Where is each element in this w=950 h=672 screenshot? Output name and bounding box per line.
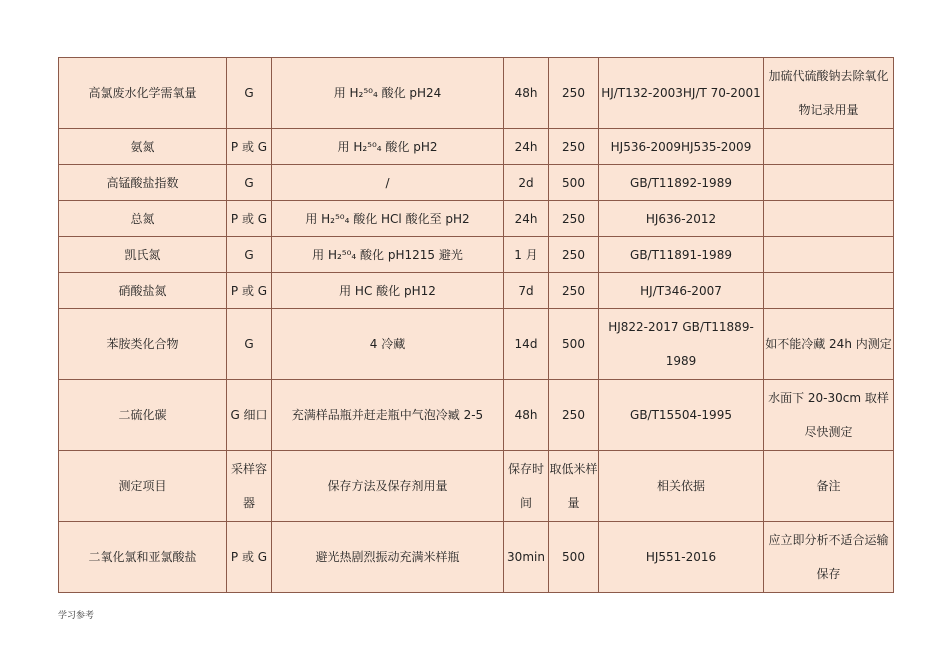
basis-cell: HJ/T132-2003HJ/T 70-2001 (599, 58, 764, 129)
sampling-table (58, 57, 894, 593)
note-cell (764, 237, 894, 273)
table-row (59, 309, 894, 380)
item-cell: 硝酸盐氮 (59, 273, 227, 309)
basis-header: 相关依据 (599, 451, 764, 522)
note-cell: 如不能冷藏 24h 内测定 (764, 309, 894, 380)
method-cell: 用 H₂⁵⁰₄ 酸化 HCl 酸化至 pH2 (272, 201, 504, 237)
container-cell: P 或 G (227, 273, 272, 309)
method-cell: 避光热剧烈振动充满米样瓶 (272, 522, 504, 593)
basis-cell: GB/T11892-1989 (599, 165, 764, 201)
table-row (59, 58, 894, 129)
time-cell: 48h (504, 58, 549, 129)
time-cell: 24h (504, 201, 549, 237)
time-cell: 48h (504, 380, 549, 451)
volume-cell: 250 (549, 129, 599, 165)
method-cell: 用 HC 酸化 pH12 (272, 273, 504, 309)
basis-cell: GB/T15504-1995 (599, 380, 764, 451)
footer-text: 学习参考 (58, 611, 95, 621)
time-header: 保存时间 (504, 451, 549, 522)
volume-cell: 500 (549, 165, 599, 201)
note-header: 备注 (764, 451, 894, 522)
volume-cell: 250 (549, 273, 599, 309)
time-cell: 1 月 (504, 237, 549, 273)
basis-cell: HJ536-2009HJ535-2009 (599, 129, 764, 165)
time-cell: 14d (504, 309, 549, 380)
container-cell: G (227, 58, 272, 129)
container-cell: P 或 G (227, 129, 272, 165)
item-cell: 凯氏氮 (59, 237, 227, 273)
item-cell: 总氮 (59, 201, 227, 237)
volume-cell: 250 (549, 237, 599, 273)
volume-cell: 250 (549, 58, 599, 129)
note-cell (764, 129, 894, 165)
method-cell: / (272, 165, 504, 201)
note-cell: 水面下 20-30cm 取样尽快测定 (764, 380, 894, 451)
note-cell: 加硫代硫酸钠去除氧化物记录用量 (764, 58, 894, 129)
container-cell: P 或 G (227, 522, 272, 593)
container-cell: G 细口 (227, 380, 272, 451)
item-cell: 氨氮 (59, 129, 227, 165)
basis-cell: HJ822-2017 GB/T11889-1989 (599, 309, 764, 380)
table-row (59, 273, 894, 309)
note-cell (764, 273, 894, 309)
volume-header: 取低米样量 (549, 451, 599, 522)
volume-cell: 250 (549, 380, 599, 451)
method-cell: 4 冷藏 (272, 309, 504, 380)
table-row (59, 201, 894, 237)
time-cell: 7d (504, 273, 549, 309)
basis-cell: HJ/T346-2007 (599, 273, 764, 309)
method-header: 保存方法及保存剂用量 (272, 451, 504, 522)
table-row (59, 237, 894, 273)
header-row (59, 451, 894, 522)
container-cell: G (227, 237, 272, 273)
time-cell: 2d (504, 165, 549, 201)
time-cell: 24h (504, 129, 549, 165)
item-cell: 高锰酸盐指数 (59, 165, 227, 201)
basis-cell: GB/T11891-1989 (599, 237, 764, 273)
container-cell: G (227, 165, 272, 201)
table-row (59, 380, 894, 451)
item-cell: 苯胺类化合物 (59, 309, 227, 380)
volume-cell: 500 (549, 522, 599, 593)
table-row (59, 165, 894, 201)
table-row (59, 522, 894, 593)
table-row (59, 129, 894, 165)
basis-cell: HJ636-2012 (599, 201, 764, 237)
basis-cell: HJ551-2016 (599, 522, 764, 593)
method-cell: 充满样品瓶并赶走瓶中气泡冷臧 2-5 (272, 380, 504, 451)
note-cell (764, 165, 894, 201)
item-cell: 二硫化碳 (59, 380, 227, 451)
container-cell: G (227, 309, 272, 380)
item-cell: 高氯废水化学需氧量 (59, 58, 227, 129)
time-cell: 30min (504, 522, 549, 593)
volume-cell: 250 (549, 201, 599, 237)
method-cell: 用 H₂⁵⁰₄ 酸化 pH2 (272, 129, 504, 165)
volume-cell: 500 (549, 309, 599, 380)
container-header: 采样容器 (227, 451, 272, 522)
item-cell: 二氧化氯和亚氯酸盐 (59, 522, 227, 593)
item-header: 测定项目 (59, 451, 227, 522)
note-cell (764, 201, 894, 237)
method-cell: 用 H₂⁵⁰₄ 酸化 pH24 (272, 58, 504, 129)
method-cell: 用 H₂⁵⁰₄ 酸化 pH1215 避光 (272, 237, 504, 273)
note-cell: 应立即分析不适合运输保存 (764, 522, 894, 593)
container-cell: P 或 G (227, 201, 272, 237)
